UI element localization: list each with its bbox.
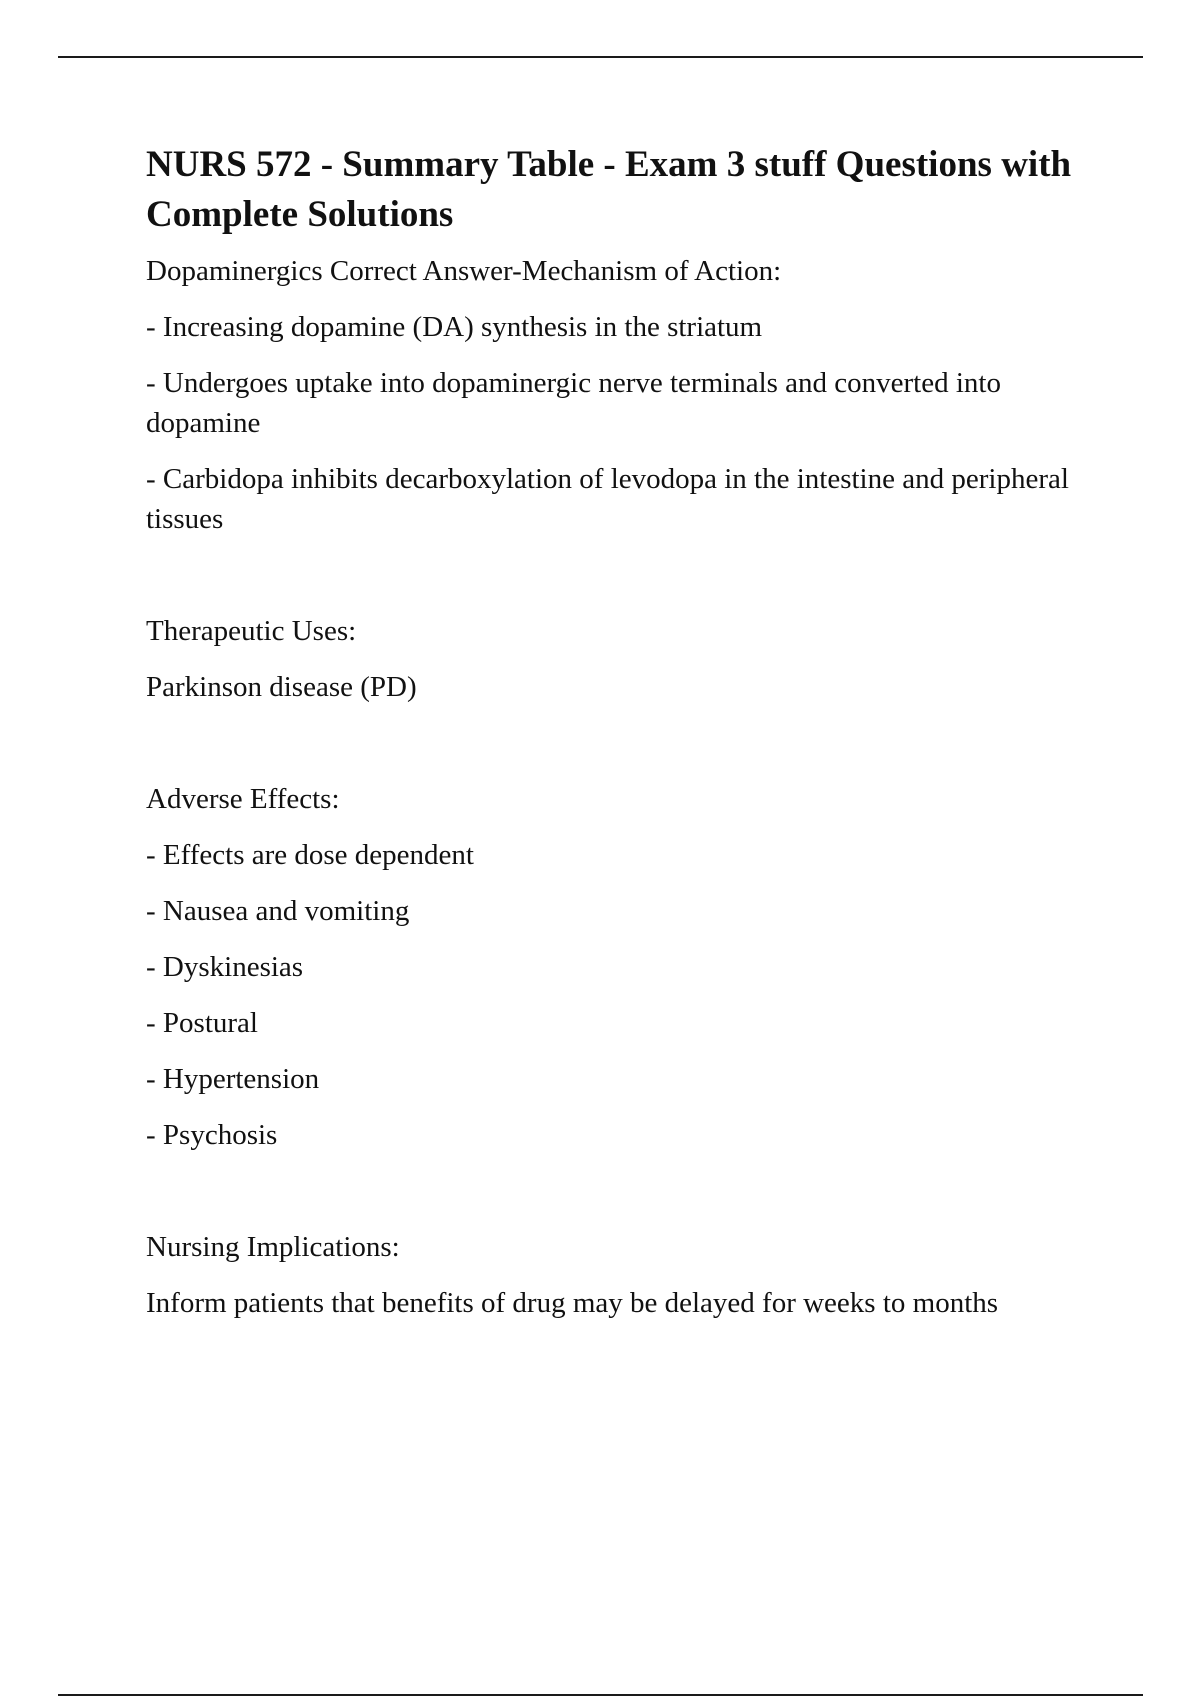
adverse-effects-item: - Effects are dose dependent bbox=[146, 839, 474, 871]
spacer bbox=[146, 1171, 1086, 1227]
adverse-effects-item: - Nausea and vomiting bbox=[146, 895, 410, 927]
adverse-effects-item: - Dyskinesias bbox=[146, 951, 304, 983]
document-title: NURS 572 - Summary Table - Exam 3 stuff Questions with Complete Solutions bbox=[146, 144, 1072, 235]
top-divider bbox=[58, 56, 1143, 58]
mechanism-heading: Dopaminergics Correct Answer-Mechanism of Action: bbox=[146, 255, 782, 287]
section-mechanism bbox=[146, 251, 1086, 539]
adverse-effects-item: - Postural bbox=[146, 1007, 258, 1039]
nursing-implications-item: Inform patients that benefits of drug may be delayed for weeks to months bbox=[146, 1287, 999, 1319]
adverse-effects-item: - Psychosis bbox=[146, 1119, 278, 1151]
adverse-effects-item: - Hypertension bbox=[146, 1063, 320, 1095]
section-nursing-implications bbox=[146, 1227, 1086, 1323]
therapeutic-uses-heading: Therapeutic Uses: bbox=[146, 615, 357, 647]
section-therapeutic-uses bbox=[146, 611, 1086, 707]
nursing-implications-heading: Nursing Implications: bbox=[146, 1231, 400, 1263]
section-adverse-effects bbox=[146, 779, 1086, 1155]
bottom-divider bbox=[58, 1694, 1143, 1696]
mechanism-item: - Carbidopa inhibits decarboxylation of levodopa in the intestine and peripheral tissues bbox=[146, 463, 1069, 535]
spacer bbox=[146, 723, 1086, 779]
adverse-effects-heading: Adverse Effects: bbox=[146, 783, 340, 815]
spacer bbox=[146, 555, 1086, 611]
mechanism-item: - Increasing dopamine (DA) synthesis in the striatum bbox=[146, 311, 763, 343]
document-body bbox=[146, 140, 1086, 1339]
therapeutic-uses-item: Parkinson disease (PD) bbox=[146, 671, 417, 703]
mechanism-item: - Undergoes uptake into dopaminergic nerve terminals and converted into dopamine bbox=[146, 367, 1001, 439]
